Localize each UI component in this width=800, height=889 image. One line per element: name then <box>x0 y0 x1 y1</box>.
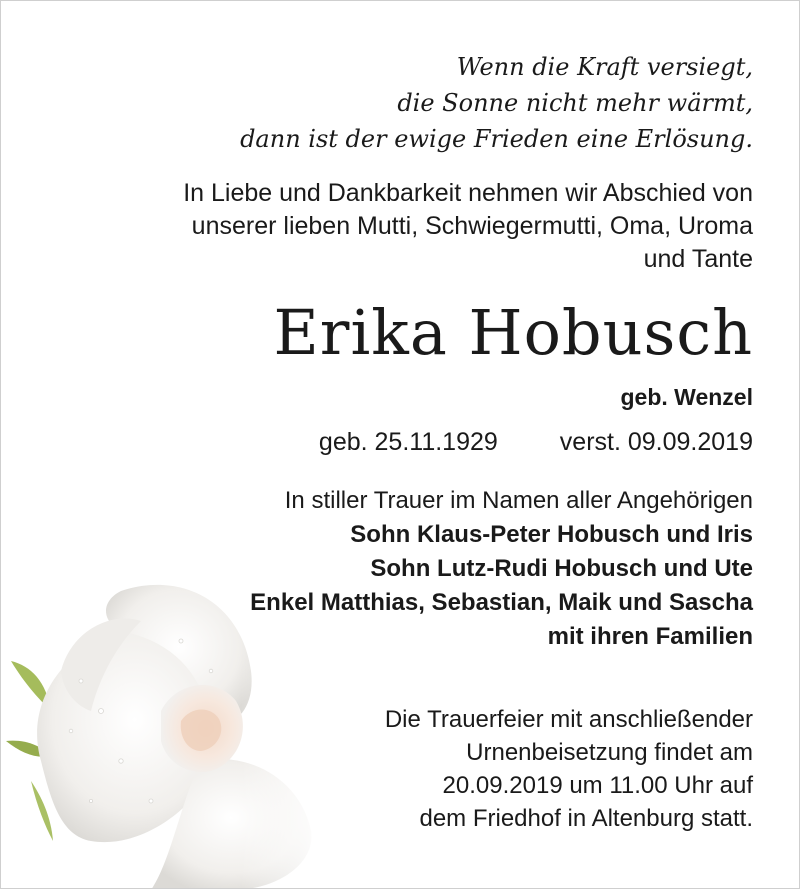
mourners-list <box>53 484 753 654</box>
poem-line: Wenn die Kraft versiegt, <box>456 53 753 81</box>
main-text-block <box>53 49 753 654</box>
mourner-line: mit ihren Familien <box>547 623 753 650</box>
life-dates <box>53 426 753 458</box>
mourner-line: Sohn Lutz-Rudi Hobusch und Ute <box>370 555 753 582</box>
intro-line: In Liebe und Dankbarkeit nehmen wir Abschied von <box>183 179 753 207</box>
intro-line: unserer lieben Mutti, Schwiegermutti, Oma, Uroma <box>191 212 753 240</box>
service-line: dem Friedhof in Altenburg statt. <box>419 805 753 832</box>
deceased-name: Erika Hobusch <box>273 296 753 369</box>
death-date: verst. 09.09.2019 <box>559 428 753 456</box>
service-line: 20.09.2019 um 11.00 Uhr auf <box>442 772 753 799</box>
mourners-lead: In stiller Trauer im Namen aller Angehörigen <box>284 487 753 514</box>
service-details <box>253 703 753 835</box>
service-line: Die Trauerfeier mit anschließender <box>384 706 753 733</box>
poem-line: dann ist der ewige Frieden eine Erlösung. <box>240 125 753 153</box>
intro-line: und Tante <box>643 245 753 273</box>
intro-text <box>53 177 753 276</box>
maiden-name: geb. Wenzel <box>620 384 753 410</box>
poem-line: die Sonne nicht mehr wärmt, <box>397 89 753 117</box>
poem <box>53 49 753 157</box>
mourner-line: Enkel Matthias, Sebastian, Maik und Sascha <box>250 589 753 616</box>
birth-date: geb. 25.11.1929 <box>318 428 498 456</box>
service-line: Urnenbeisetzung findet am <box>466 739 753 766</box>
mourner-line: Sohn Klaus-Peter Hobusch und Iris <box>350 521 753 548</box>
